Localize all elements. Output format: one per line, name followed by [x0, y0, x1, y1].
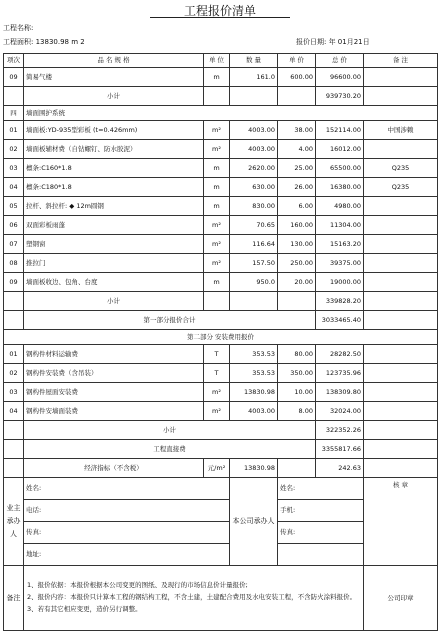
item-total: 16012.00 [316, 140, 364, 159]
company-label: 本公司承办人 [230, 478, 278, 566]
item-name: 檩条:C180*1.8 [24, 178, 204, 197]
owner-field: 传真: [24, 522, 230, 544]
company-seal-label: 公司印章 [364, 566, 438, 631]
subtotal-value: 939730.20 [316, 87, 364, 106]
empty-cell [364, 459, 438, 478]
subtotal-label: 小计 [24, 87, 204, 106]
item-total: 96600.00 [316, 68, 364, 87]
col-header-qty: 数 量 [230, 54, 278, 68]
item-unit: T [204, 364, 230, 383]
table-row [4, 459, 438, 478]
item-unit: m² [204, 383, 230, 402]
item-price: 250.00 [278, 254, 316, 273]
item-qty: 950.0 [230, 273, 278, 292]
item-no: 09 [4, 68, 24, 87]
item-total: 39375.00 [316, 254, 364, 273]
item-qty: 161.0 [230, 68, 278, 87]
col-header-total: 总 价 [316, 54, 364, 68]
table-row [4, 330, 438, 345]
note-line: 1、报价依据：本报价根据本公司变更的图纸、及现行的市场信息价计量报价; [27, 581, 248, 589]
item-no: 03 [4, 159, 24, 178]
item-name: 推拉门 [24, 254, 204, 273]
item-qty: 157.50 [230, 254, 278, 273]
item-price: 26.00 [278, 178, 316, 197]
empty-cell [4, 311, 24, 330]
item-name: 拉杆、斜拉杆: ◆ 12m圆钢 [24, 197, 204, 216]
table-row [4, 273, 438, 292]
project-area: 工程面积: 13830.98 m 2 [3, 38, 85, 46]
item-name: 塑钢窗 [24, 235, 204, 254]
col-header-price: 单 价 [278, 54, 316, 68]
item-no: 07 [4, 235, 24, 254]
table-row [4, 197, 438, 216]
item-unit: m² [204, 254, 230, 273]
item-price: 6.00 [278, 197, 316, 216]
item-name: 墙面板收边、包角、台度 [24, 273, 204, 292]
contact-row [4, 478, 438, 500]
item-no: 01 [4, 345, 24, 364]
item-no: 05 [4, 197, 24, 216]
item-unit: m [204, 178, 230, 197]
item-unit: m [204, 273, 230, 292]
item-total: 65500.00 [316, 159, 364, 178]
item-remark [364, 345, 438, 364]
notes-label: 备注 [4, 566, 24, 631]
item-price: 80.00 [278, 345, 316, 364]
item-qty: 4003.00 [230, 121, 278, 140]
item-remark [364, 197, 438, 216]
item-qty: 4003.00 [230, 140, 278, 159]
empty-cell [364, 311, 438, 330]
item-qty: 70.65 [230, 216, 278, 235]
item-no: 08 [4, 254, 24, 273]
table-row [4, 178, 438, 197]
item-name: 双面彩板雨蓬 [24, 216, 204, 235]
empty-cell [4, 421, 24, 440]
item-remark [364, 140, 438, 159]
quote-table [3, 53, 438, 631]
company-field [278, 544, 364, 566]
table-row [4, 292, 438, 311]
empty-cell [364, 440, 438, 459]
empty-cell [4, 459, 24, 478]
item-qty: 13830.98 [230, 383, 278, 402]
item-remark: Q235 [364, 178, 438, 197]
table-row [4, 121, 438, 140]
table-row [4, 440, 438, 459]
table-row [4, 254, 438, 273]
part1-total-value: 3033465.40 [316, 311, 364, 330]
item-unit: m² [204, 140, 230, 159]
item-unit: m² [204, 235, 230, 254]
item-no: 02 [4, 364, 24, 383]
table-row [4, 235, 438, 254]
company-field: 姓名: [278, 478, 364, 500]
item-qty [230, 87, 278, 106]
item-remark [364, 383, 438, 402]
item-price: 130.00 [278, 235, 316, 254]
table-row [4, 159, 438, 178]
item-qty: 116.64 [230, 235, 278, 254]
item-no [4, 292, 24, 311]
item-name: 钢构件屋面安装费 [24, 383, 204, 402]
item-price: 38.00 [278, 121, 316, 140]
item-price: 600.00 [278, 68, 316, 87]
empty-cell [364, 421, 438, 440]
direct-cost-value: 3355817.66 [316, 440, 364, 459]
item-total: 16380.00 [316, 178, 364, 197]
item-name: 钢构件安墙面装费 [24, 402, 204, 421]
item-remark: 中国涉赖 [364, 121, 438, 140]
company-field: 传真: [278, 522, 364, 544]
subtotal-value: 339828.20 [316, 292, 364, 311]
item-unit: m [204, 197, 230, 216]
title-underline [150, 17, 290, 18]
table-row [4, 87, 438, 106]
item-total: 11304.00 [316, 216, 364, 235]
item-unit: m [204, 159, 230, 178]
item-name: 墙面板辅材费（自钻螺钉、防水胶泥） [24, 140, 204, 159]
table-row [4, 216, 438, 235]
item-total: 123735.96 [316, 364, 364, 383]
item-remark [364, 216, 438, 235]
econ-value: 242.63 [316, 459, 364, 478]
col-header-remark: 备 注 [364, 54, 438, 68]
table-row [4, 311, 438, 330]
owner-field: 姓名: [24, 478, 230, 500]
company-field: 手机: [278, 500, 364, 522]
direct-cost-label: 工程直接费 [24, 440, 316, 459]
item-remark: Q235 [364, 159, 438, 178]
item-no: 06 [4, 216, 24, 235]
item-remark [364, 292, 438, 311]
col-header-name: 品 名 规 格 [24, 54, 204, 68]
item-price: 160.00 [278, 216, 316, 235]
table-row [4, 106, 438, 121]
table-row [4, 421, 438, 440]
item-unit: T [204, 345, 230, 364]
econ-label: 经济指标（不含税） [24, 459, 204, 478]
item-remark [364, 254, 438, 273]
item-price: 8.00 [278, 402, 316, 421]
item-total: 19000.00 [316, 273, 364, 292]
item-no: 03 [4, 383, 24, 402]
econ-qty: 13830.98 [230, 459, 278, 478]
table-header-row [4, 54, 438, 68]
quote-table-body [4, 54, 438, 631]
subtotal-value: 322352.26 [316, 421, 364, 440]
item-total: 28282.50 [316, 345, 364, 364]
project-name-label: 工程名称: [3, 24, 34, 32]
item-price: 25.00 [278, 159, 316, 178]
item-remark [364, 364, 438, 383]
item-qty: 4003.00 [230, 402, 278, 421]
item-price: 350.00 [278, 364, 316, 383]
item-no: 01 [4, 121, 24, 140]
page-title: 工程报价清单 [183, 4, 256, 18]
table-row [4, 345, 438, 364]
item-no [4, 87, 24, 106]
section-no: 四 [4, 106, 24, 121]
item-no: 04 [4, 178, 24, 197]
owner-label: 业主承办人 [4, 478, 24, 566]
subtotal-label: 小计 [24, 421, 316, 440]
item-unit: m² [204, 121, 230, 140]
review-seal-label: 核 章 [364, 478, 438, 566]
notes-content [24, 566, 364, 631]
item-unit: m [204, 68, 230, 87]
note-line: 2、报价内容：本报价只计算本工程的钢结构工程，不含土建，土建配合费用及水电安装工程，不含防火涂料报价。 [27, 593, 357, 601]
item-price: 10.00 [278, 383, 316, 402]
item-qty [230, 292, 278, 311]
item-price: 4.00 [278, 140, 316, 159]
item-remark [364, 273, 438, 292]
notes-row [4, 566, 438, 631]
item-no: 09 [4, 273, 24, 292]
econ-unit: 元/m² [204, 459, 230, 478]
item-remark [364, 68, 438, 87]
item-total: 32024.00 [316, 402, 364, 421]
empty-cell [278, 459, 316, 478]
owner-field: 地址: [24, 544, 230, 566]
owner-field: 电话: [24, 500, 230, 522]
item-qty: 353.53 [230, 364, 278, 383]
item-total: 15163.20 [316, 235, 364, 254]
item-name: 钢构件安装费（含吊装） [24, 364, 204, 383]
item-unit: m² [204, 216, 230, 235]
table-row [4, 364, 438, 383]
table-row [4, 383, 438, 402]
item-name: 檩条:C160*1.8 [24, 159, 204, 178]
item-qty: 353.53 [230, 345, 278, 364]
item-remark [364, 235, 438, 254]
item-price [278, 292, 316, 311]
subtotal-label: 小计 [24, 292, 204, 311]
item-no: 04 [4, 402, 24, 421]
item-name: 钢构件材料运输费 [24, 345, 204, 364]
item-qty: 2620.00 [230, 159, 278, 178]
col-header-no: 项次 [4, 54, 24, 68]
item-total: 138309.80 [316, 383, 364, 402]
item-total: 4980.00 [316, 197, 364, 216]
item-unit [204, 292, 230, 311]
item-unit [204, 87, 230, 106]
section-title: 墙面围护系统 [24, 106, 438, 121]
col-header-unit: 单 位 [204, 54, 230, 68]
part2-title: 第二部分 安装费用报价 [4, 330, 438, 345]
table-row [4, 140, 438, 159]
part1-total-label: 第一部分报价合计 [24, 311, 316, 330]
item-total: 152114.00 [316, 121, 364, 140]
item-qty: 630.00 [230, 178, 278, 197]
item-remark [364, 87, 438, 106]
table-row [4, 68, 438, 87]
item-qty: 830.00 [230, 197, 278, 216]
table-row [4, 402, 438, 421]
quote-date: 报价日期: 年 01月21日 [296, 38, 370, 46]
item-no: 02 [4, 140, 24, 159]
empty-cell [4, 440, 24, 459]
note-line: 3、若有其它相应变更，造价另行调整。 [27, 605, 142, 613]
item-price [278, 87, 316, 106]
item-name: 墙面板:YD-935型彩板 (t=0.426mm) [24, 121, 204, 140]
item-remark [364, 402, 438, 421]
item-name: 简易气楼 [24, 68, 204, 87]
item-unit: m² [204, 402, 230, 421]
item-price: 20.00 [278, 273, 316, 292]
